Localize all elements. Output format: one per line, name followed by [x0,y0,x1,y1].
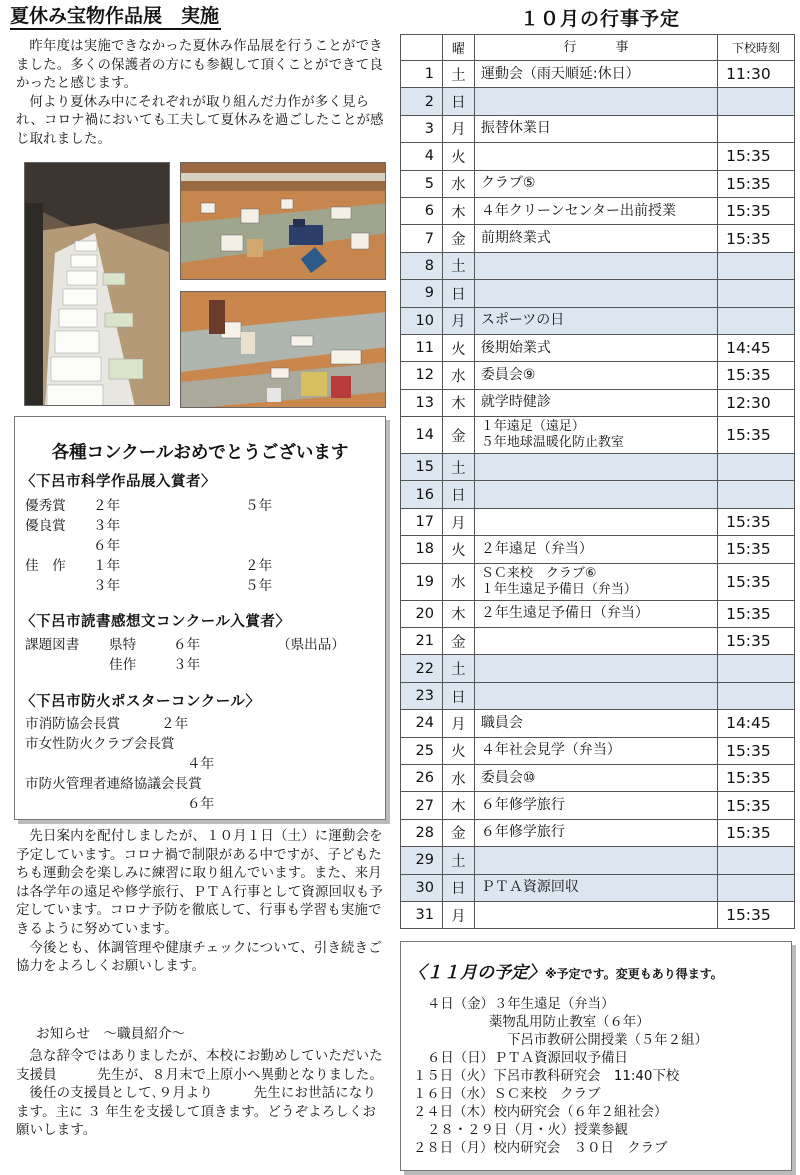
calendar-event [474,682,717,709]
calendar-weekday: 土 [442,61,474,88]
calendar-dismissal-time: 15:35 [718,600,795,627]
calendar-dismissal-time: 15:35 [718,628,795,655]
calendar-weekday: 土 [442,655,474,682]
award-name: 市消防協会長賞 [25,716,121,732]
award-category: 課題図書 [25,637,80,653]
calendar-dismissal-time: 15:35 [718,792,795,819]
calendar-row [401,389,795,416]
calendar-event [474,454,717,481]
calendar-header-row [401,35,795,61]
article-paragraph: 昨年度は実施できなかった夏休み作品展を行うことができました。多くの保護者の方にも参観して頂くことができて良かったと感じます。 [16,39,383,92]
calendar-event [474,628,717,655]
calendar-event [474,655,717,682]
calendar-dismissal-time: 15:35 [718,737,795,764]
calendar-weekday: 月 [442,307,474,334]
november-line: １５日（火）下呂市教科研究会 11:40下校 [413,1069,680,1084]
calendar-event [474,252,717,279]
calendar-event: ６年修学旅行 [474,819,717,846]
calendar-dismissal-time [718,307,795,334]
calendar-event: 職員会 [474,710,717,737]
calendar-event: ２年遠足（弁当） [474,536,717,563]
november-heading [409,958,723,983]
calendar-day: 2 [401,88,443,115]
calendar-dismissal-time: 15:35 [718,225,795,252]
november-line: ２８日（月）校内研究会 ３０日 クラブ [413,1141,668,1156]
calendar-event: クラブ⑤ [474,170,717,197]
award-grade: ６年 [93,538,121,554]
calendar-day: 25 [401,737,443,764]
calendar-day: 28 [401,819,443,846]
calendar-weekday: 土 [442,454,474,481]
calendar-dismissal-time: 15:35 [718,901,795,928]
calendar-event: ＰＴＡ資源回収 [474,874,717,901]
calendar-row [401,508,795,535]
calendar-day: 9 [401,280,443,307]
calendar-weekday: 土 [442,252,474,279]
calendar-day: 10 [401,307,443,334]
calendar-dismissal-time: 15:35 [718,563,795,600]
calendar-dismissal-time: 15:35 [718,819,795,846]
calendar-event [474,847,717,874]
calendar-row [401,61,795,88]
award-grade: ２年 [93,498,121,514]
calendar-weekday: 水 [442,764,474,791]
calendar-row [401,115,795,142]
calendar-day: 20 [401,600,443,627]
science-heading: 〈下呂市科学作品展入賞者〉 [21,474,216,490]
calendar-row [401,197,795,224]
calendar-weekday: 金 [442,819,474,846]
calendar-row [401,225,795,252]
calendar-dismissal-time: 12:30 [718,389,795,416]
calendar-row [401,417,795,454]
calendar-event: ４年クリーンセンター出前授業 [474,197,717,224]
calendar-day: 7 [401,225,443,252]
calendar-dismissal-time [718,88,795,115]
calendar-weekday: 月 [442,710,474,737]
calendar-row [401,874,795,901]
calendar-event [474,143,717,170]
award-name: 佳 作 [25,558,66,574]
calendar-dismissal-time: 14:45 [718,710,795,737]
notice-paragraph: 急な辞令ではありましたが、本校にお勤めしていただいた支援員 先生が、８月末で上原小へ異動となりました。 [16,1049,383,1083]
calendar-day: 16 [401,481,443,508]
article-body [16,38,386,150]
calendar-row [401,481,795,508]
calendar-weekday: 木 [442,389,474,416]
calendar-event [474,481,717,508]
award-grade: ６年 [187,796,215,812]
notice-title: お知らせ ～職員紹介～ [36,1026,186,1042]
calendar-day: 21 [401,628,443,655]
calendar-row [401,362,795,389]
calendar-dismissal-time: 11:30 [718,61,795,88]
calendar-weekday: 火 [442,334,474,361]
calendar-day: 6 [401,197,443,224]
article-title: 夏休み宝物作品展 実施 [10,4,221,30]
november-line: ６日（日）ＰＴＡ資源回収予備日 [427,1051,628,1066]
november-line: １６日（水）ＳＣ来校 クラブ [413,1087,601,1102]
calendar-day: 1 [401,61,443,88]
november-line: ４日（金）３年生遠足（弁当） [427,997,615,1012]
calendar-weekday: 日 [442,874,474,901]
message-paragraph: 先日案内を配付しましたが、１０月１日（土）に運動会を予定しています。コロナ禍で制限がある中ですが、子どもたちも運動会を楽しみに練習に取り組んでいます。また、来月は各学年の遠足や修学旅行、ＰＴＡ行事として資源回収も予定しています。コロナ予防を徹底して、行事も学習も実施できるように努めています。 [16,829,383,937]
october-calendar [400,34,795,929]
calendar-row [401,307,795,334]
award-name: 市防火管理者連絡協議会長賞 [25,776,202,792]
calendar-day: 4 [401,143,443,170]
header-day [401,35,443,61]
calendar-dismissal-time: 15:35 [718,197,795,224]
calendar-event: １年遠足（遠足） ５年地球温暖化防止教室 [474,417,717,454]
calendar-day: 29 [401,847,443,874]
november-title: 〈１１月の予定〉 [409,963,545,983]
calendar-event: スポーツの日 [474,307,717,334]
calendar-day: 11 [401,334,443,361]
header-event: 行 事 [474,35,717,61]
calendar-row [401,847,795,874]
calendar-row [401,628,795,655]
calendar-row [401,170,795,197]
calendar-row [401,764,795,791]
calendar-day: 3 [401,115,443,142]
calendar-day: 31 [401,901,443,928]
calendar-weekday: 土 [442,847,474,874]
calendar-row [401,536,795,563]
calendar-event: 就学時健診 [474,389,717,416]
november-line: 薬物乱用防止教室（６年） [489,1015,650,1030]
calendar-row [401,901,795,928]
calendar-weekday: 日 [442,682,474,709]
award-name: 市女性防火クラブ会長賞 [25,736,175,752]
calendar-day: 19 [401,563,443,600]
calendar-dismissal-time: 15:35 [718,417,795,454]
calendar-weekday: 木 [442,600,474,627]
calendar-weekday: 日 [442,280,474,307]
award-grade: ５年 [245,578,273,594]
header-weekday: 曜 [442,35,474,61]
calendar-day: 8 [401,252,443,279]
notice-body [16,1048,386,1141]
calendar-dismissal-time [718,481,795,508]
november-note: ※予定です。変更もあり得ます。 [545,967,723,981]
calendar-row [401,563,795,600]
calendar-event: 後期始業式 [474,334,717,361]
notice-paragraph: 後任の支援員として､９月より 先生にお世話になります。主に ３ 年生を支援して頂きます。どうぞよろしくお願いします。 [16,1086,377,1139]
calendar-dismissal-time [718,454,795,481]
calendar-event: ４年社会見学（弁当） [474,737,717,764]
calendar-weekday: 火 [442,737,474,764]
calendar-row [401,280,795,307]
calendar-event: ６年修学旅行 [474,792,717,819]
calendar-row [401,334,795,361]
message-body [16,828,386,977]
calendar-title: １０月の行事予定 [519,8,680,30]
award-grade: ４年 [187,756,215,772]
calendar-day: 22 [401,655,443,682]
article-paragraph: 何より夏休み中にそれぞれが取り組んだ力作が多く見られ、コロナ禍においても工夫して夏休みを過ごしたことが感じ取れました。 [16,94,384,147]
calendar-weekday: 水 [442,170,474,197]
calendar-weekday: 火 [442,536,474,563]
calendar-event: 運動会（雨天順延:休日） [474,61,717,88]
poster-heading: 〈下呂市防火ポスターコンクール〉 [21,694,261,710]
calendar-weekday: 金 [442,417,474,454]
calendar-row [401,737,795,764]
calendar-weekday: 水 [442,362,474,389]
calendar-dismissal-time [718,115,795,142]
calendar-dismissal-time [718,280,795,307]
calendar-day: 24 [401,710,443,737]
calendar-day: 12 [401,362,443,389]
award-name: 優秀賞 [25,498,66,514]
calendar-event: 前期終業式 [474,225,717,252]
calendar-weekday: 月 [442,901,474,928]
award-grade: １年 [93,558,121,574]
calendar-row [401,655,795,682]
november-line: ２４日（木）校内研究会（６年２組社会） [413,1105,668,1120]
calendar-weekday: 木 [442,792,474,819]
calendar-day: 23 [401,682,443,709]
calendar-row [401,792,795,819]
award-grade: ３年 [173,657,201,673]
calendar-row [401,252,795,279]
calendar-day: 13 [401,389,443,416]
header-time: 下校時刻 [718,35,795,61]
calendar-event: 振替休業日 [474,115,717,142]
calendar-row [401,600,795,627]
calendar-day: 30 [401,874,443,901]
award-grade: ３年 [93,578,121,594]
calendar-day: 27 [401,792,443,819]
calendar-event: 委員会⑩ [474,764,717,791]
calendar-weekday: 日 [442,481,474,508]
calendar-dismissal-time [718,874,795,901]
award-grade: ３年 [93,518,121,534]
award-note: （県出品） [277,637,345,653]
calendar-event [474,901,717,928]
calendar-dismissal-time: 15:35 [718,536,795,563]
award-grade: ５年 [245,498,273,514]
contest-title: 各種コンクールおめでとうございます [51,443,349,463]
calendar-weekday: 日 [442,88,474,115]
calendar-day: 26 [401,764,443,791]
contest-box [14,416,386,820]
calendar-weekday: 金 [442,628,474,655]
calendar-event: ２年生遠足予備日（弁当） [474,600,717,627]
november-line: ２８・２９日（月・火）授業参観 [427,1123,628,1138]
exhibition-photo-hallway [24,162,170,406]
calendar-day: 5 [401,170,443,197]
calendar-day: 18 [401,536,443,563]
calendar-weekday: 火 [442,143,474,170]
calendar-row [401,710,795,737]
calendar-dismissal-time: 15:35 [718,508,795,535]
award-grade: ６年 [173,637,201,653]
message-paragraph: 今後とも、体調管理や健康チェックについて、引き続きご協力をよろしくお願いします。 [16,940,382,975]
award-grade: ２年 [245,558,273,574]
calendar-day: 17 [401,508,443,535]
november-box [400,941,792,1171]
calendar-dismissal-time [718,847,795,874]
calendar-day: 15 [401,454,443,481]
calendar-day: 14 [401,417,443,454]
calendar-row [401,682,795,709]
calendar-dismissal-time [718,655,795,682]
calendar-weekday: 金 [442,225,474,252]
calendar-weekday: 月 [442,508,474,535]
calendar-event: 委員会⑨ [474,362,717,389]
calendar-event: ＳＣ来校 クラブ⑥ １年生遠足予備日（弁当） [474,563,717,600]
calendar-row [401,143,795,170]
calendar-weekday: 月 [442,115,474,142]
calendar-event [474,508,717,535]
calendar-dismissal-time: 15:35 [718,362,795,389]
award-grade: ２年 [161,716,189,732]
november-line: 下呂市教研公開授業（５年２組） [507,1033,708,1048]
calendar-row [401,454,795,481]
calendar-weekday: 木 [442,197,474,224]
award-name: 優良賞 [25,518,66,534]
exhibition-photo-gym-1 [180,162,386,280]
calendar-event [474,88,717,115]
calendar-weekday: 水 [442,563,474,600]
calendar-row [401,819,795,846]
calendar-dismissal-time [718,252,795,279]
award-name: 県特 [109,637,137,653]
award-name: 佳作 [109,657,137,673]
exhibition-photo-gym-2 [180,291,386,408]
calendar-dismissal-time: 15:35 [718,143,795,170]
reading-heading: 〈下呂市読書感想文コンクール入賞者〉 [21,614,291,630]
calendar-dismissal-time: 14:45 [718,334,795,361]
calendar-dismissal-time [718,682,795,709]
calendar-row [401,88,795,115]
calendar-event [474,280,717,307]
calendar-dismissal-time: 15:35 [718,764,795,791]
calendar-dismissal-time: 15:35 [718,170,795,197]
